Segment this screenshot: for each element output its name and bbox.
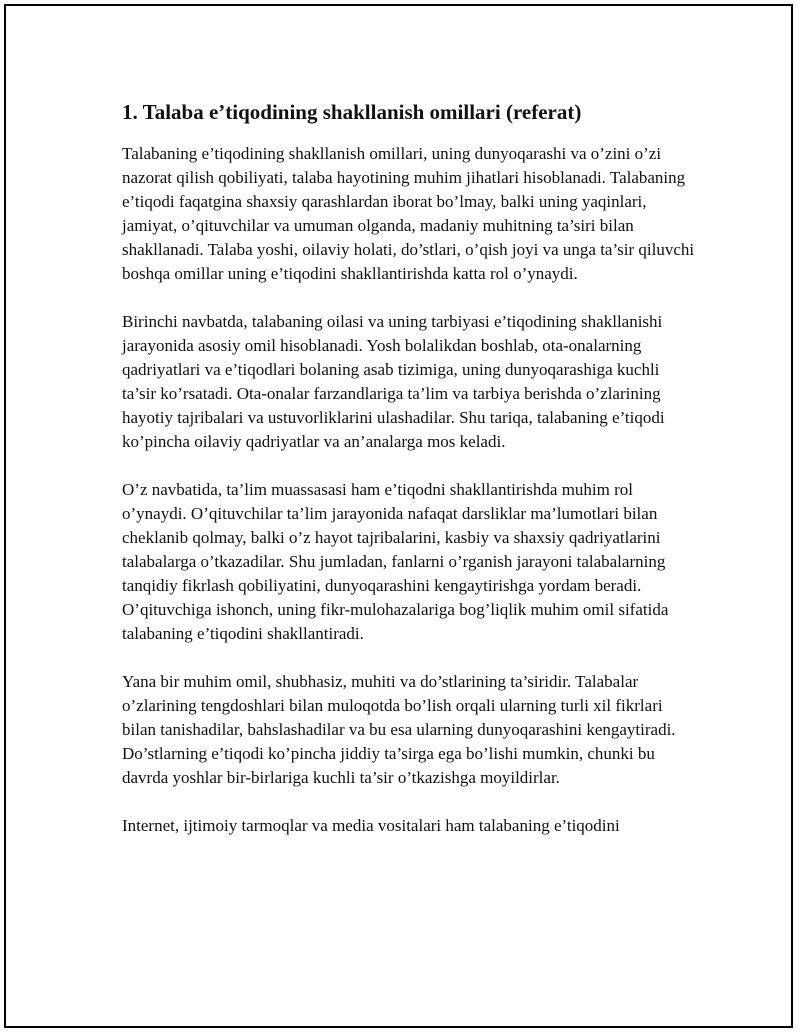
- document-page: [4, 4, 793, 1028]
- paragraph-1: Talabaning e’tiqodining shakllanish omillari, uning dunyoqarashi va o’zini o’zi nazorat qilish qobiliyati, talaba hayotining muhim jihatlari hisoblanadi. Talabaning e’tiqodi faqatgina shaxsiy qarashlardan iborat bo’lmay, balki uning yaqinlari, jamiyat, o’qituvchilar va umuman olganda, madaniy muhitning ta’siri bilan shakllanadi. Talaba yoshi, oilaviy holati, do’stlari, o’qish joyi va unga ta’sir qiluvchi boshqa omillar uning e’tiqodini shakllantirishda katta rol o’ynaydi.: [122, 144, 695, 283]
- document-body: [122, 98, 697, 862]
- paragraph-3: O’z navbatida, ta’lim muassasasi ham e’tiqodni shakllantirishda muhim rol o’ynaydi. O’qituvchilar ta’lim jarayonida nafaqat darsliklar ma’lumotlari bilan cheklanib qolmay, balki o’z hayot tajribalarini, kasbiy va shaxsiy qadriyatlarini talabalarga o’tkazadilar. Shu jumladan, fanlarni o’rganish jarayoni talabalarning tanqidiy fikrlash qobiliyatini, dunyoqarashini kengaytirishga yordam beradi. O’qituvchiga ishonch, uning fikr-mulohazalariga bog’liqlik muhim omil sifatida talabaning e’tiqodini shakllantiradi.: [122, 480, 669, 643]
- paragraph-4: Yana bir muhim omil, shubhasiz, muhiti va do’stlarining ta’siridir. Talabalar o’zlarining tengdoshlari bilan muloqotda bo’lish orqali ularning turli xil fikrlari bilan tanishadilar, bahslashadilar va bu esa ularning dunyoqarashini kengaytiradi. Do’stlarning e’tiqodi ko’pincha jiddiy ta’sirga ega bo’lishi mumkin, chunki bu davrda yoshlar bir-birlariga kuchli ta’sir o’tkazishga moyildirlar.: [122, 672, 676, 787]
- document-title: 1. Talaba e’tiqodining shakllanish omillari (referat): [122, 100, 582, 124]
- paragraph-5: Internet, ijtimoiy tarmoqlar va media vositalari ham talabaning e’tiqodini: [122, 816, 620, 835]
- paragraph-2: Birinchi navbatda, talabaning oilasi va uning tarbiyasi e’tiqodining shakllanishi jarayonida asosiy omil hisoblanadi. Yosh bolalikdan boshlab, ota-onalarning qadriyatlari va e’tiqodlari bolaning asab tizimiga, uning dunyoqarashiga kuchli ta’sir ko’rsatadi. Ota-onalar farzandlariga ta’lim va tarbiya berishda o’zlarining hayotiy tajribalari va ustuvorliklarini ulashadilar. Shu tariqa, talabaning e’tiqodi ko’pincha oilaviy qadriyatlar va an’analarga mos keladi.: [122, 312, 665, 451]
